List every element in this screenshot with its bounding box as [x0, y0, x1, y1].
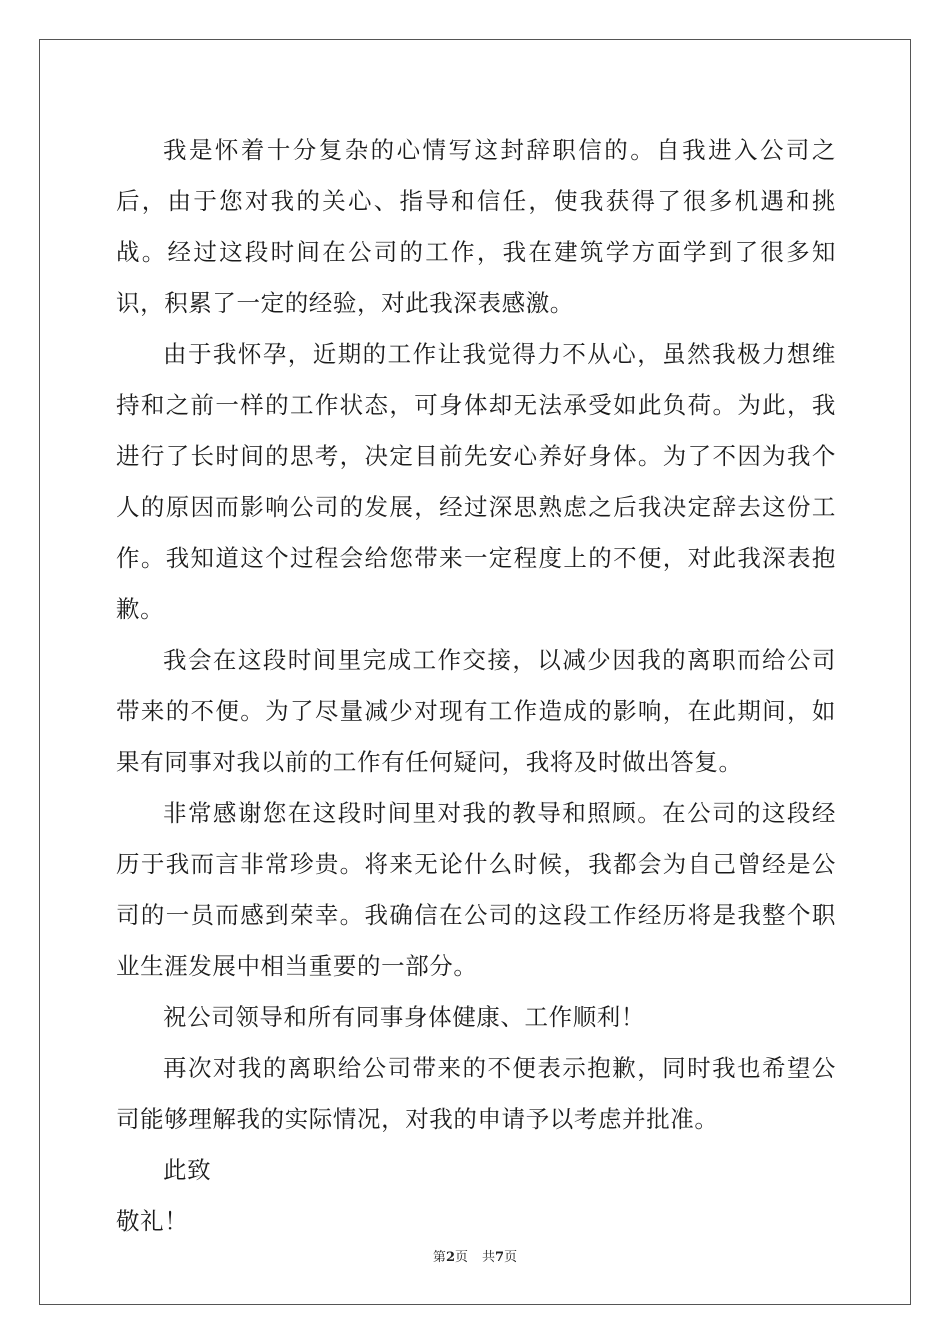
salutation-line: 敬礼！	[116, 1207, 189, 1235]
closing-line: 此致	[163, 1156, 212, 1184]
page-footer	[0, 1246, 950, 1265]
page-number: 2	[445, 1250, 455, 1265]
paragraph-2: 由于我怀孕，近期的工作让我觉得力不从心，虽然我极力想维持和之前一样的工作状态，可身体却无法承受如此负荷。为此，我进行了长时间的思考，决定目前先安心养好身体。为了不因为我个人的原因而影响公司的发展，经过深思熟虑之后我决定辞去这份工作。我知道这个过程会给您带来一定程度上的不便，对此我深表抱歉。	[116, 340, 836, 623]
paragraph-1: 我是怀着十分复杂的心情写这封辞职信的。自我进入公司之后，由于您对我的关心、指导和信任，使我获得了很多机遇和挑战。经过这段时间在公司的工作，我在建筑学方面学到了很多知识，积累了一定的经验，对此我深表感激。	[116, 136, 836, 317]
total-pages: 7	[495, 1250, 505, 1265]
page-suffix: 页	[454, 1250, 468, 1265]
total-suffix: 页	[504, 1250, 518, 1265]
paragraph-6: 再次对我的离职给公司带来的不便表示抱歉，同时我也希望公司能够理解我的实际情况，对我的申请予以考虑并批准。	[116, 1054, 836, 1133]
total-prefix: 共	[482, 1250, 496, 1265]
paragraph-5: 祝公司领导和所有同事身体健康、工作顺利！	[163, 1003, 645, 1031]
paragraph-3: 我会在这段时间里完成工作交接，以减少因我的离职而给公司带来的不便。为了尽量减少对现有工作造成的影响，在此期间，如果有同事对我以前的工作有任何疑问，我将及时做出答复。	[116, 646, 836, 776]
page-prefix: 第	[432, 1250, 446, 1265]
letter-body	[116, 125, 836, 1247]
paragraph-4: 非常感谢您在这段时间里对我的教导和照顾。在公司的这段经历于我而言非常珍贵。将来无论什么时候，我都会为自己曾经是公司的一员而感到荣幸。我确信在公司的这段工作经历将是我整个职业生涯发展中相当重要的一部分。	[116, 799, 836, 980]
